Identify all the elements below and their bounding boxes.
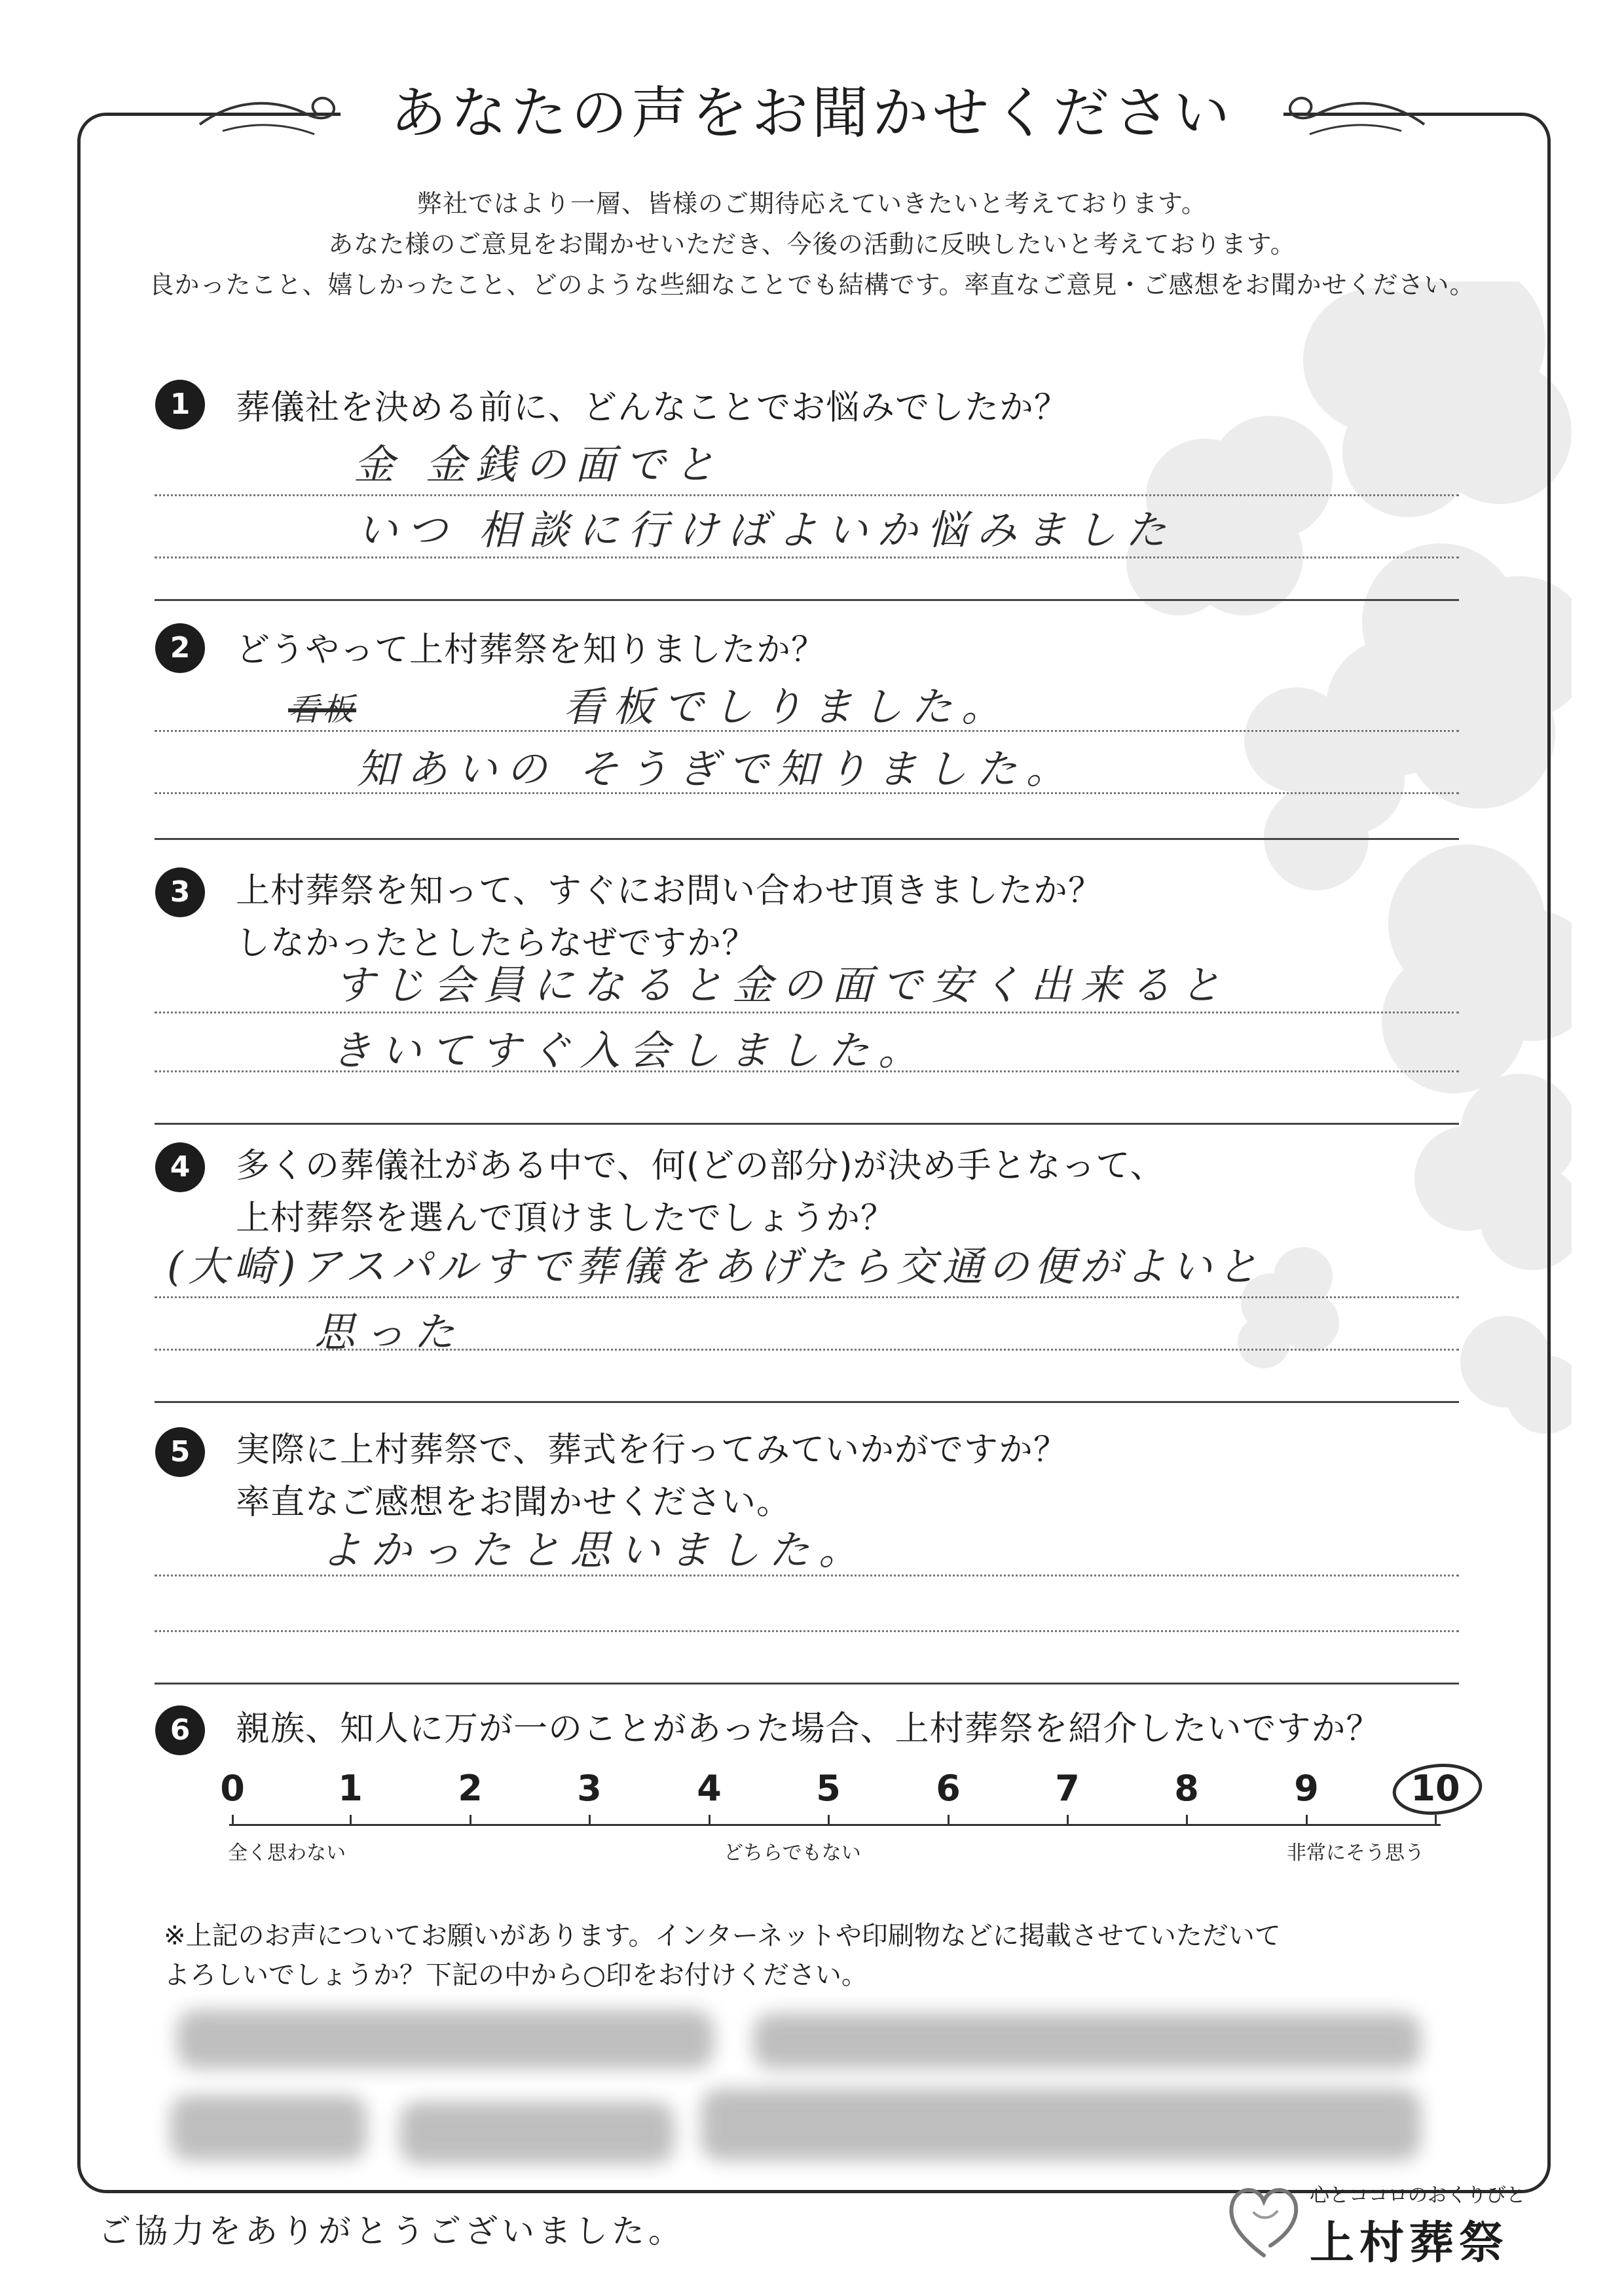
scale-number-10: 10	[1411, 1768, 1460, 1809]
question-2-text: どうやって上村葬祭を知りましたか？	[236, 630, 826, 670]
answer-dotted-line	[155, 1296, 1459, 1298]
question-4-text-line-2: 上村葬祭を選んで頂けましたでしょうか？	[236, 1199, 896, 1238]
answer-dotted-line	[155, 792, 1459, 794]
scale-number-5: 5	[816, 1768, 841, 1809]
scale-tick	[589, 1815, 591, 1825]
title-container	[341, 77, 1283, 149]
question-4-answer-line-1: (大崎)アスパルすで葬儀をあげたら交通の便がよいと	[167, 1243, 1263, 1290]
question-6-number-badge: 6	[155, 1705, 205, 1755]
question-3-answer-line-2: きいてすぐ入会しました。	[331, 1027, 929, 1074]
scale-number-1: 1	[338, 1768, 363, 1809]
question-separator	[155, 599, 1459, 601]
scale-tick	[828, 1815, 830, 1825]
question-1-answer-line-1: 金 金銭の面でと	[354, 441, 724, 488]
question-1-number-badge: 1	[155, 380, 205, 429]
question-1-text: 葬儀社を決める前に、どんなことでお悩みでしたか？	[236, 388, 1069, 428]
scale-tick	[1186, 1815, 1188, 1825]
question-3-text-line-2: しなかったとしたらなぜですか？	[236, 924, 757, 963]
scale-number-6: 6	[936, 1768, 961, 1809]
question-5-number-badge: 5	[155, 1427, 205, 1477]
intro-line-3: 良かったこと、嬉しかったこと、どのような些細なことでも結構です。率直なご意見・ご感想をお聞かせください。	[149, 270, 1475, 299]
question-4-text-line-1: 多くの葬儀社がある中で、何(どの部分)が決め手となって、	[236, 1146, 1165, 1186]
question-5-text-line-2: 率直なご感想をお聞かせください。	[236, 1483, 792, 1522]
selected-rating-circle-icon	[1388, 1760, 1486, 1819]
scale-number-4: 4	[697, 1768, 722, 1809]
question-3-text-line-1: 上村葬祭を知って、すぐにお問い合わせ頂きましたか？	[236, 871, 1103, 911]
question-separator	[155, 1683, 1459, 1685]
question-4-number-badge: 4	[155, 1142, 205, 1192]
scale-label-high: 非常にそう思う	[1287, 1842, 1424, 1865]
question-1-answer-line-2: いつ 相談に行けばよいか悩みました	[357, 506, 1175, 554]
scale-tick	[1306, 1815, 1308, 1825]
question-separator	[155, 838, 1459, 840]
answer-dotted-line	[155, 1011, 1459, 1013]
answer-dotted-line	[155, 1349, 1459, 1351]
rating-scale-axis	[229, 1824, 1441, 1826]
answer-dotted-line	[155, 494, 1459, 496]
question-separator	[155, 1401, 1459, 1403]
scale-label-mid: どちらでもない	[724, 1842, 861, 1865]
scale-tick	[350, 1815, 352, 1825]
question-2-struck-answer: 看板	[288, 691, 357, 728]
title-flourish-left-icon	[196, 85, 347, 144]
answer-dotted-line	[155, 556, 1459, 558]
question-2-answer-line-2: 知あいの そうぎで知りました。	[357, 745, 1076, 793]
scale-number-0: 0	[220, 1768, 245, 1809]
question-5-answer-line-1: よかったと思いました。	[321, 1526, 869, 1574]
intro-line-2: あなた様のご意見をお聞かせいただき、今後の活動に反映したいと考えております。	[328, 230, 1296, 259]
logo-tagline: 心とココロのおくりびと	[1310, 2184, 1526, 2207]
answer-dotted-line	[155, 1630, 1459, 1632]
intro-line-1: 弊社ではより一層、皆様のご期待応えていきたいと考えております。	[417, 189, 1207, 218]
page-title: あなたの声をお聞かせください	[390, 81, 1234, 146]
scale-number-9: 9	[1294, 1768, 1319, 1809]
logo-company-name: 上村葬祭	[1310, 2217, 1509, 2269]
question-4-answer-line-2: 思った	[314, 1308, 464, 1356]
question-2-answer-line-1: 看板でしりました。	[563, 683, 1012, 731]
scale-number-3: 3	[577, 1768, 602, 1809]
answer-dotted-line	[155, 730, 1459, 732]
answer-dotted-line	[155, 1070, 1459, 1072]
question-3-answer-line-1: すじ会員になると金の面で安く出来ると	[334, 961, 1230, 1009]
scale-number-2: 2	[458, 1768, 483, 1809]
scale-number-7: 7	[1055, 1768, 1080, 1809]
question-separator	[155, 1123, 1459, 1125]
question-2-number-badge: 2	[155, 623, 205, 673]
answer-dotted-line	[155, 1575, 1459, 1576]
scale-number-8: 8	[1174, 1768, 1199, 1809]
consent-note-line-2: よろしいでしょうか？下記の中から○印をお付けください。	[164, 1960, 868, 1990]
consent-note-line-1: ※上記のお声についてお願いがあります。インターネットや印刷物などに掲載させていただいて	[164, 1921, 1281, 1951]
title-flourish-right-icon	[1277, 85, 1428, 144]
closing-message: ご協力をありがとうございました。	[98, 2212, 685, 2250]
scale-tick	[1435, 1815, 1437, 1825]
scale-label-low: 全く思わない	[228, 1842, 346, 1865]
scale-tick	[709, 1815, 710, 1825]
question-6-text: 親族、知人に万が一のことがあった場合、上村葬祭を紹介したいですか？	[236, 1709, 1381, 1749]
scale-tick	[1067, 1815, 1069, 1825]
redacted-consent-area	[164, 2003, 1460, 2174]
question-3-number-badge: 3	[155, 867, 205, 917]
scale-tick	[232, 1815, 234, 1825]
heart-logo-icon	[1225, 2174, 1303, 2265]
scale-tick	[470, 1815, 471, 1825]
scale-tick	[948, 1815, 950, 1825]
question-5-text-line-1: 実際に上村葬祭で、葬式を行ってみていかがですか？	[236, 1430, 1068, 1470]
